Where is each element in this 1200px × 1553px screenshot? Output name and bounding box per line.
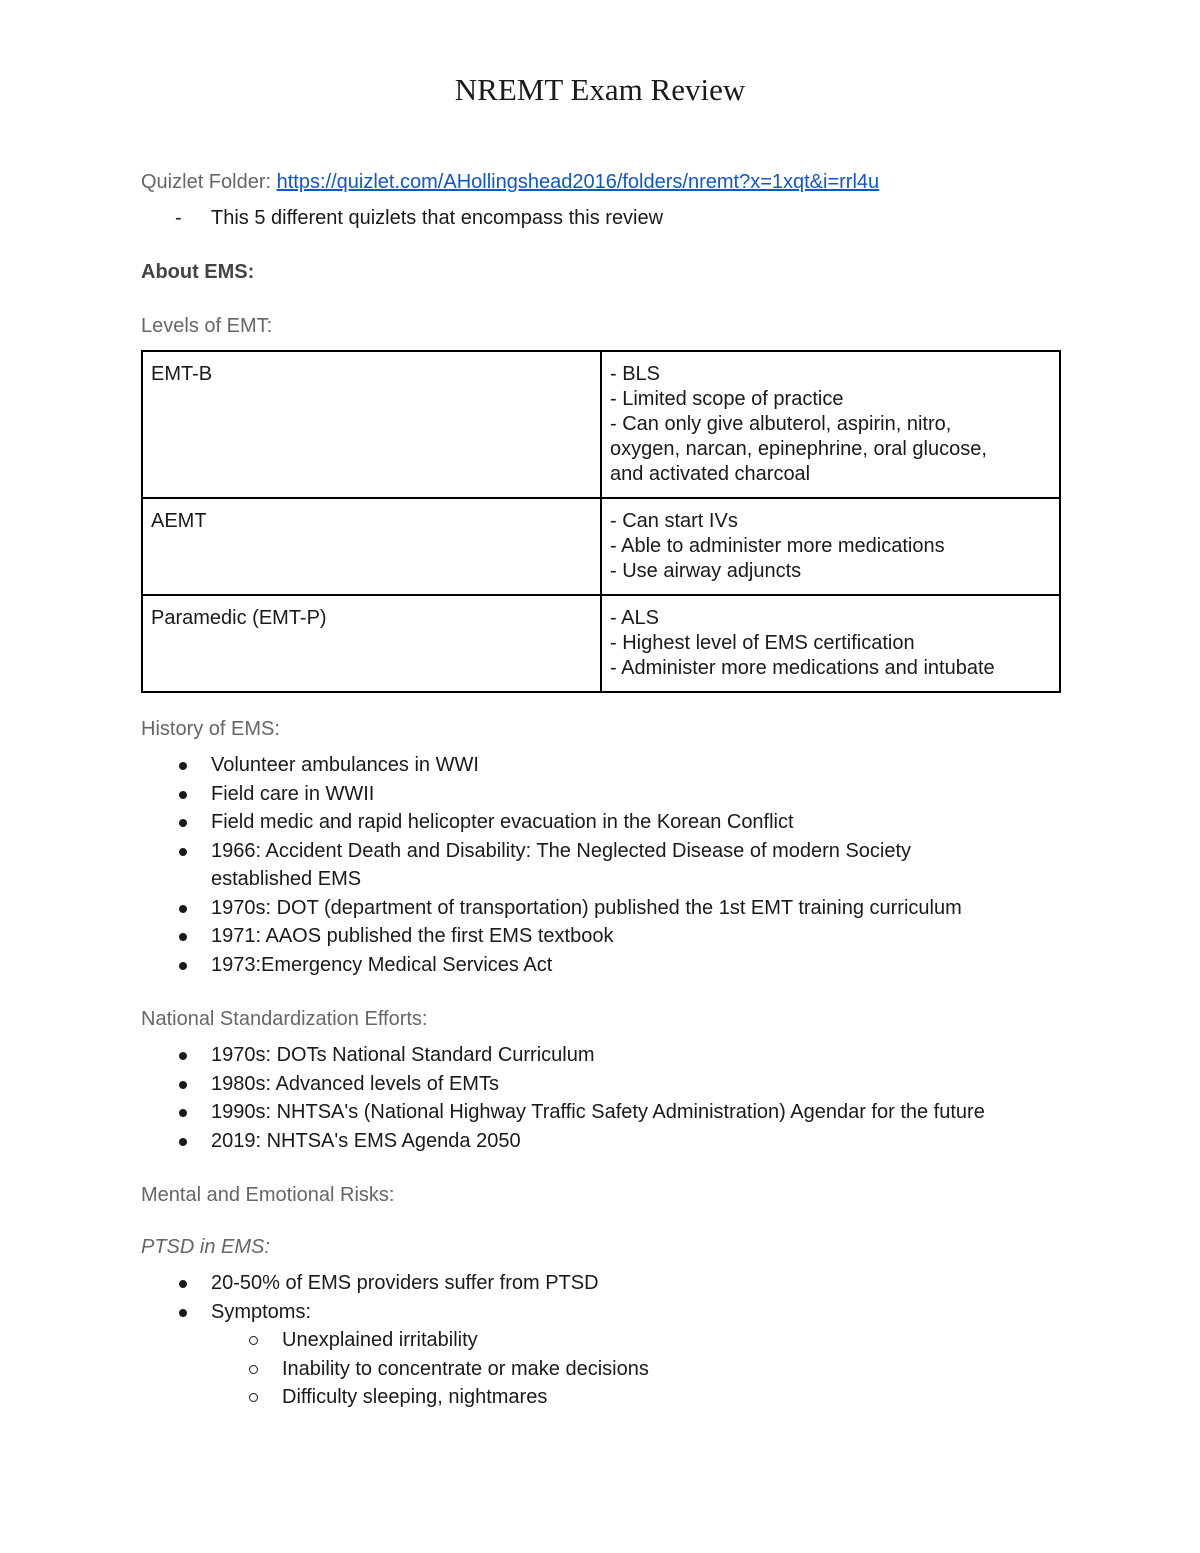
bullet-icon [179, 791, 187, 799]
detail-line: - Can start IVs [610, 510, 738, 532]
ptsd-list [141, 1269, 1061, 1326]
list-item-text: 1980s: Advanced levels of EMTs [211, 1072, 499, 1095]
list-item [141, 1383, 1061, 1412]
list-item [141, 780, 1061, 809]
level-name: EMT-B [151, 363, 213, 385]
list-item [141, 922, 1061, 951]
list-item [141, 837, 1061, 894]
level-name: AEMT [151, 510, 207, 532]
list-item [141, 1326, 1061, 1355]
detail-line: - Administer more medications and intubate [610, 657, 995, 679]
bullet-icon [179, 1052, 187, 1060]
bullet-icon [179, 762, 187, 770]
level-cell [142, 351, 601, 498]
symptoms-list [141, 1326, 1061, 1412]
list-item [141, 1269, 1061, 1298]
level-cell [142, 498, 601, 595]
document-body [141, 168, 1061, 1412]
detail-line: - Able to administer more medications [610, 535, 945, 557]
list-item-text: 2019: NHTSA's EMS Agenda 2050 [211, 1129, 521, 1152]
list-item [141, 1298, 1061, 1327]
detail-line: - Can only give albuterol, aspirin, nitro, [610, 413, 952, 435]
list-item [141, 1070, 1061, 1099]
hollow-bullet-icon [249, 1393, 258, 1402]
list-item [141, 751, 1061, 780]
list-item-text: Unexplained irritability [282, 1329, 478, 1351]
details-cell [601, 351, 1060, 498]
list-item-text: 1971: AAOS published the first EMS textbook [211, 925, 614, 947]
list-item-text: 20-50% of EMS providers suffer from PTSD [211, 1272, 599, 1294]
detail-line: - BLS [610, 363, 661, 385]
detail-line: - ALS [610, 607, 659, 629]
quizlet-folder-line [141, 168, 1061, 198]
ptsd-heading: PTSD in EMS: [141, 1236, 270, 1258]
dash-marker: - [175, 207, 182, 229]
standardization-list [141, 1041, 1061, 1155]
list-item-text: 1990s: NHTSA's (National Highway Traffic Safety Administration) Agendar for the future [211, 1101, 985, 1123]
list-item-text: Field medic and rapid helicopter evacuation in the Korean Conflict [211, 811, 794, 833]
levels-table [141, 350, 1061, 693]
detail-line: - Highest level of EMS certification [610, 632, 915, 654]
bullet-icon [179, 1109, 187, 1117]
list-item-text: Difficulty sleeping, nightmares [282, 1386, 548, 1408]
details-cell [601, 595, 1060, 692]
detail-line: - Limited scope of practice [610, 388, 844, 410]
bullet-icon [179, 905, 187, 913]
list-item [141, 808, 1061, 837]
bullet-icon [179, 1280, 187, 1288]
list-item [141, 951, 1061, 980]
list-item-text: 1973:Emergency Medical Services Act [211, 953, 553, 976]
details-cell [601, 498, 1060, 595]
list-item [141, 1098, 1061, 1127]
level-cell [142, 595, 601, 692]
bullet-icon [179, 1081, 187, 1089]
bullet-icon [179, 819, 187, 827]
hollow-bullet-icon [249, 1365, 258, 1374]
detail-line: oxygen, narcan, epinephrine, oral glucose, [610, 438, 987, 460]
bullet-icon [179, 1138, 187, 1146]
history-heading: History of EMS: [141, 718, 280, 740]
standardization-heading: National Standardization Efforts: [141, 1008, 428, 1030]
page-title: NREMT Exam Review [454, 72, 746, 107]
list-item-text: 1970s: DOT (department of transportation) published the 1st EMT training curriculum [211, 896, 962, 919]
quizlet-label: Quizlet Folder: [141, 171, 277, 193]
table-row [142, 595, 1060, 692]
list-item [141, 1355, 1061, 1384]
list-item-text: Inability to concentrate or make decisions [282, 1357, 649, 1380]
list-item-text: Field care in WWII [211, 782, 375, 805]
bullet-icon [179, 1309, 187, 1317]
quizlet-folder-link[interactable]: https://quizlet.com/AHollingshead2016/folders/nremt?x=1xqt&i=rrl4u [276, 171, 880, 193]
quizlet-note-text: This 5 different quizlets that encompass this review [211, 207, 664, 229]
hollow-bullet-icon [249, 1336, 258, 1345]
level-name: Paramedic (EMT-P) [151, 607, 327, 629]
table-row [142, 498, 1060, 595]
list-item-text: 1966: Accident Death and Disability: The Neglected Disease of modern Society established EMS [211, 839, 912, 890]
list-item [141, 1127, 1061, 1156]
about-ems-heading: About EMS: [141, 261, 255, 283]
list-item [141, 894, 1061, 923]
list-item-text: Symptoms: [211, 1300, 312, 1323]
bullet-icon [179, 962, 187, 970]
history-list [141, 751, 1061, 979]
list-item-text: 1970s: DOTs National Standard Curriculum [211, 1044, 595, 1066]
bullet-icon [179, 933, 187, 941]
list-item-text: Volunteer ambulances in WWI [211, 754, 479, 776]
detail-line: - Use airway adjuncts [610, 560, 802, 582]
detail-line: and activated charcoal [610, 463, 811, 485]
table-row [142, 351, 1060, 498]
levels-heading: Levels of EMT: [141, 315, 273, 337]
list-item [141, 1041, 1061, 1070]
quizlet-note [141, 204, 1061, 232]
mental-risks-heading: Mental and Emotional Risks: [141, 1184, 395, 1206]
bullet-icon [179, 848, 187, 856]
